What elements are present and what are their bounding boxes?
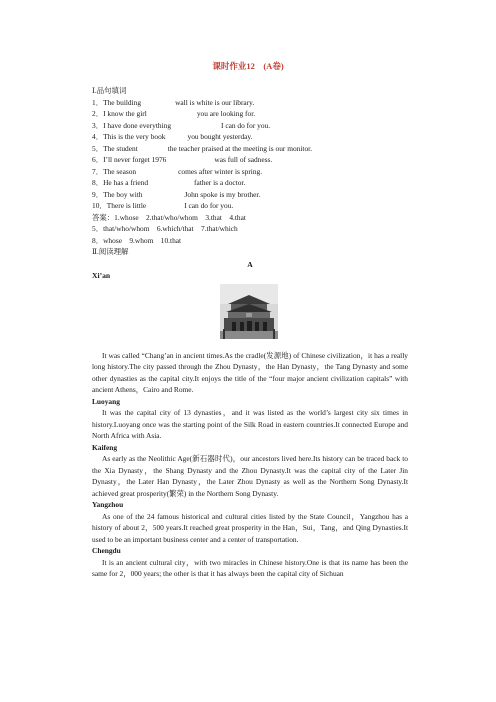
exercise-item (92, 166, 408, 178)
item-text-post: you are looking for. (196, 109, 256, 118)
item-text-pre: 3．I have done everything (92, 120, 172, 130)
item-text-post: wall is white is our library. (175, 97, 255, 107)
section-2-label: Ⅱ.阅读理解 (92, 247, 129, 256)
photo-container (92, 284, 408, 340)
paragraph-chengdu: It is an ancient cultural city，with two miracles in Chinese history.One is that its name has been the same for 2，000 years; the other is that it has always been the capital city of Sichuan (92, 557, 408, 578)
passage-city-title: Xi’an (92, 271, 111, 280)
item-text-post: John spoke is my brother. (184, 189, 261, 199)
exercise-item (92, 154, 408, 166)
item-text-post: comes after winter is spring. (178, 166, 263, 176)
tiananmen-gate-photo (220, 284, 278, 339)
item-text-pre: 10．There is little (92, 201, 147, 210)
passage-letter: A (247, 259, 253, 269)
heading-chengdu: Chengdu (92, 546, 121, 555)
item-text-pre: 4．This is the very book (92, 132, 166, 141)
document-body (92, 85, 408, 580)
item-text-pre: 2．I know the girl (92, 109, 147, 118)
heading-luoyang: Luoyang (92, 396, 120, 406)
heading-yangzhou: Yangzhou (92, 500, 124, 509)
item-text-pre: 9．The boy with (92, 189, 143, 199)
item-text-post: the teacher praised at the meeting is our monitor. (167, 143, 313, 153)
exercise-item (92, 108, 408, 120)
exercise-item (92, 97, 408, 109)
exercise-item (92, 177, 408, 189)
heading-kaifeng: Kaifeng (92, 442, 118, 452)
item-text-post: was full of sadness. (214, 155, 273, 164)
item-text-pre: 8．He has a friend (92, 178, 149, 187)
item-text-pre: 7．The season (92, 166, 137, 176)
paragraph-yangzhou: As one of the 24 famous historical and cultural cities listed by the State Council，Yangzhou has a history of about 2，500 years.It reached great prosperity in the Han，Sui，Tang，and Qing Dynasties.It used to be an important business center and a center of transportation. (92, 511, 408, 544)
paragraph-kaifeng: As early as the Neolithic Age(新石器时代)，our ancestors lived here.Its history can be traced back to the Xia Dynasty，the Shang Dynasty and the Zhou Dynasty.It was the capital city of the Later Jin Dynasty，the Later Han Dynasty，the Later Zhou Dynasty as well as the Northern Song Dynasty.It achieved great prosperity(繁荣) in the Northern Song Dynasty. (92, 454, 408, 498)
item-text-pre: 6．I’ll never forget 1976 (92, 155, 167, 164)
exercise-item (92, 200, 408, 212)
paragraph-xian: It was called “Chang’an in ancient times.As the cradle(发源地) of Chinese civilization，it has a really long history.The city passed through the Zhou Dynasty，the Han Dynasty，the Tang Dynasty and some other dynasties as the capital city.It enjoys the title of the “four major ancient civilization capitals” with ancient Athens，Cairo and Rome. (92, 350, 408, 394)
page-title: 课时作业12 (A卷) (212, 61, 284, 71)
item-text-pre: 1．The building (92, 97, 142, 107)
answer-line: 8．whose 9.whom 10.that (92, 235, 182, 245)
exercise-item (92, 143, 408, 155)
exercise-item (92, 131, 408, 143)
item-text-post: father is a doctor. (194, 178, 246, 187)
item-text-post: I can do for you. (221, 120, 271, 130)
answer-line: 答案：1.whose 2.that/who/whom 3.that 4.that (92, 212, 246, 222)
paragraph-luoyang: It was the capital city of 13 dynasties，and it was listed as the world’s largest city six times in history.Luoyang once was the starting point of the Silk Road in eastern countries.It connected Europe and North Africa with Asia. (92, 408, 408, 440)
item-text-post: you bought yesterday. (187, 132, 253, 141)
item-text-pre: 5．The student (92, 143, 138, 153)
exercise-item (92, 120, 408, 132)
item-text-post: I can do for you. (184, 201, 234, 210)
section-1-label: Ⅰ.品句填词 (92, 86, 127, 95)
exercise-item (92, 189, 408, 201)
answer-line: 5．that/who/whom 6.which/that 7.that/which (92, 224, 238, 233)
